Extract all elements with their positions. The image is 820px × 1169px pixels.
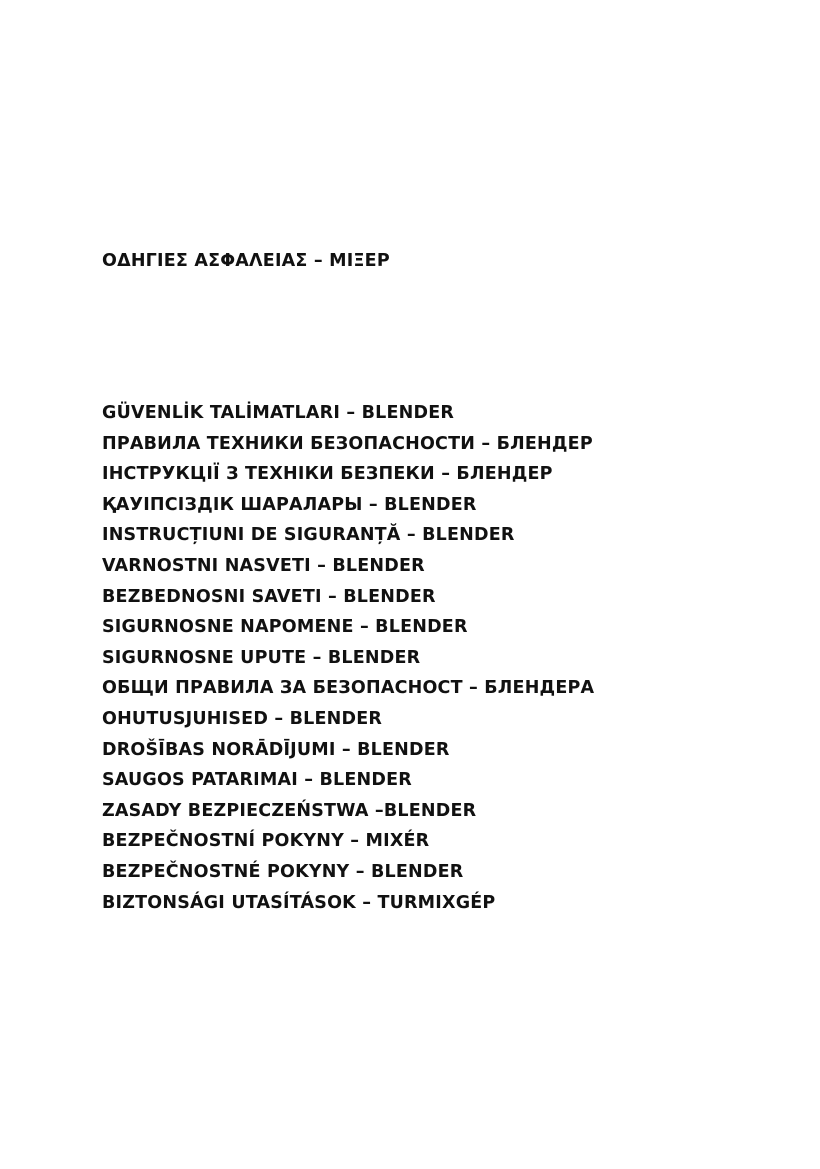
safety-title-czech: BEZPEČNOSTNÍ POKYNY – MIXÉR [102,831,430,852]
safety-title-latvian: DROŠĪBAS NORĀDĪJUMI – BLENDER [102,739,450,760]
safety-title-polish: ZASADY BEZPIECZEŃSTWA –BLENDER [102,800,477,821]
safety-title-bosnian: SIGURNOSNE NAPOMENE – BLENDER [102,617,468,638]
safety-title-list [102,402,594,922]
safety-title-slovak: BEZPEČNOSTNÉ POKYNY – BLENDER [102,861,464,882]
safety-title-turkish: GÜVENLİK TALİMATLARI – BLENDER [102,403,455,423]
safety-title-hungarian: BIZTONSÁGI UTASÍTÁSOK – TURMIXGÉP [102,892,496,913]
safety-title-romanian: INSTRUCȚIUNI DE SIGURANȚĂ – BLENDER [102,525,515,546]
safety-title-estonian: OHUTUSJUHISED – BLENDER [102,708,383,729]
safety-title-lithuanian: SAUGOS PATARIMAI – BLENDER [102,770,412,791]
greek-safety-heading: ΟΔΗΓΙΕΣ ΑΣΦΑΛΕΙΑΣ – ΜΙΞΕΡ [102,251,390,271]
safety-title-ukrainian: ІНСТРУКЦІЇ З ТЕХНІКИ БЕЗПЕКИ – БЛЕНДЕР [102,464,553,485]
safety-title-bulgarian: ОБЩИ ПРАВИЛА ЗА БЕЗОПАСНОСТ – БЛЕНДЕРА [102,678,595,699]
safety-title-slovenian: VARNOSTNI NASVETI – BLENDER [102,555,425,576]
safety-title-russian: ПРАВИЛА ТЕХНИКИ БЕЗОПАСНОСТИ – БЛЕНДЕР [102,433,593,454]
safety-title-kazakh: ҚАУІПСІЗДІК ШАРАЛАРЫ – BLENDER [102,494,477,515]
safety-title-serbian: BEZBEDNOSNI SAVETI – BLENDER [102,586,436,607]
safety-title-croatian: SIGURNOSNE UPUTE – BLENDER [102,647,421,668]
